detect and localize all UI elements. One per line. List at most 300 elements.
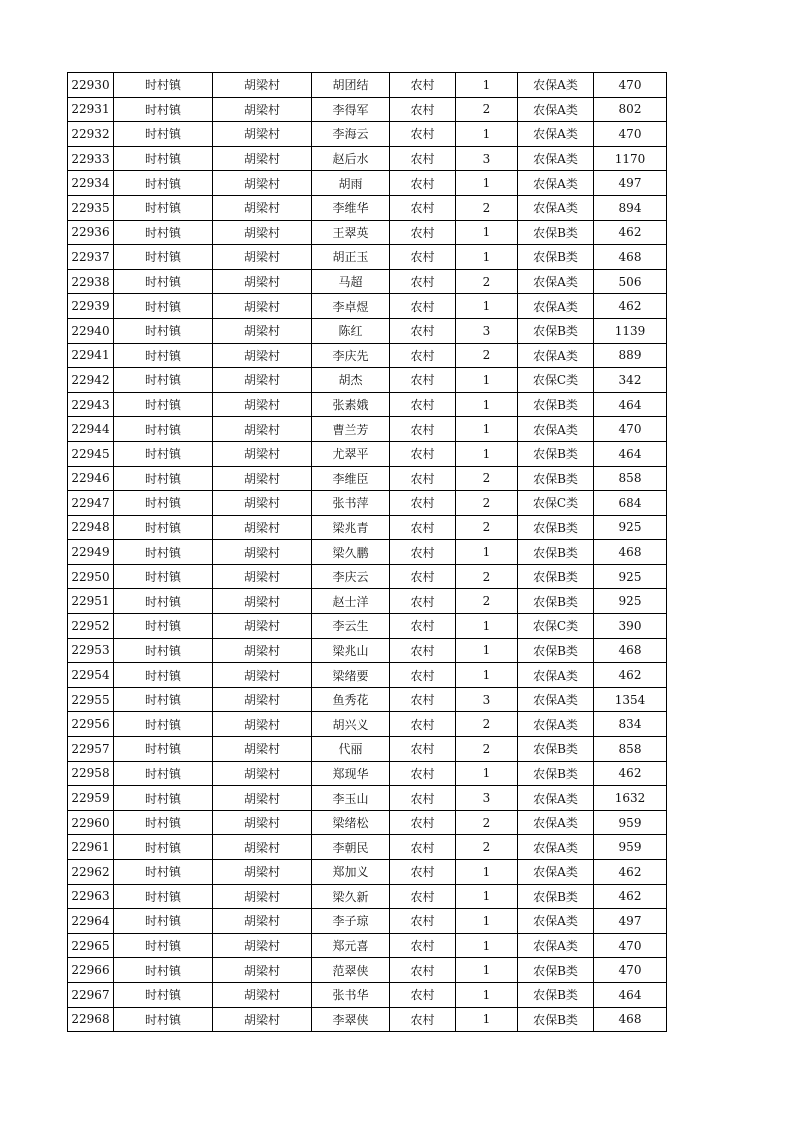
cell-name: 李朝民 (312, 835, 390, 860)
cell-area-type: 农村 (390, 171, 456, 196)
cell-insurance-category: 农保B类 (518, 540, 594, 565)
cell-record-id: 22933 (68, 146, 114, 171)
cell-record-id: 22955 (68, 687, 114, 712)
cell-record-id: 22965 (68, 933, 114, 958)
cell-record-id: 22931 (68, 97, 114, 122)
cell-record-id: 22956 (68, 712, 114, 737)
cell-town: 时村镇 (114, 515, 213, 540)
table-row (68, 958, 667, 983)
cell-amount: 925 (594, 515, 667, 540)
cell-insurance-category: 农保C类 (518, 614, 594, 639)
cell-name: 梁兆山 (312, 638, 390, 663)
cell-household-size: 2 (456, 269, 518, 294)
cell-area-type: 农村 (390, 958, 456, 983)
cell-amount: 470 (594, 417, 667, 442)
cell-village: 胡梁村 (213, 195, 312, 220)
cell-name: 李庆云 (312, 564, 390, 589)
cell-town: 时村镇 (114, 663, 213, 688)
cell-household-size: 1 (456, 614, 518, 639)
cell-village: 胡梁村 (213, 122, 312, 147)
cell-household-size: 1 (456, 417, 518, 442)
cell-amount: 468 (594, 540, 667, 565)
cell-household-size: 1 (456, 441, 518, 466)
table-row (68, 466, 667, 491)
cell-insurance-category: 农保A类 (518, 417, 594, 442)
cell-insurance-category: 农保A类 (518, 810, 594, 835)
cell-town: 时村镇 (114, 638, 213, 663)
cell-area-type: 农村 (390, 318, 456, 343)
cell-name: 李玉山 (312, 786, 390, 811)
cell-town: 时村镇 (114, 466, 213, 491)
cell-record-id: 22930 (68, 73, 114, 98)
table-row (68, 122, 667, 147)
cell-record-id: 22945 (68, 441, 114, 466)
cell-village: 胡梁村 (213, 687, 312, 712)
cell-record-id: 22959 (68, 786, 114, 811)
cell-village: 胡梁村 (213, 343, 312, 368)
cell-amount: 462 (594, 884, 667, 909)
cell-town: 时村镇 (114, 491, 213, 516)
cell-insurance-category: 农保A类 (518, 195, 594, 220)
cell-name: 李海云 (312, 122, 390, 147)
cell-area-type: 农村 (390, 884, 456, 909)
cell-town: 时村镇 (114, 589, 213, 614)
cell-record-id: 22951 (68, 589, 114, 614)
cell-amount: 464 (594, 441, 667, 466)
cell-town: 时村镇 (114, 368, 213, 393)
cell-village: 胡梁村 (213, 638, 312, 663)
cell-insurance-category: 农保A类 (518, 73, 594, 98)
cell-household-size: 1 (456, 220, 518, 245)
cell-village: 胡梁村 (213, 368, 312, 393)
cell-household-size: 2 (456, 343, 518, 368)
records-table (67, 72, 667, 1032)
cell-insurance-category: 农保A类 (518, 933, 594, 958)
cell-name: 张书萍 (312, 491, 390, 516)
table-row (68, 269, 667, 294)
cell-household-size: 2 (456, 589, 518, 614)
cell-area-type: 农村 (390, 146, 456, 171)
cell-village: 胡梁村 (213, 515, 312, 540)
table-row (68, 663, 667, 688)
cell-village: 胡梁村 (213, 540, 312, 565)
cell-town: 时村镇 (114, 73, 213, 98)
cell-name: 李庆先 (312, 343, 390, 368)
cell-household-size: 1 (456, 245, 518, 270)
cell-village: 胡梁村 (213, 417, 312, 442)
cell-insurance-category: 农保A类 (518, 146, 594, 171)
cell-insurance-category: 农保B类 (518, 1007, 594, 1032)
cell-village: 胡梁村 (213, 564, 312, 589)
cell-area-type: 农村 (390, 564, 456, 589)
cell-town: 时村镇 (114, 909, 213, 934)
cell-amount: 470 (594, 73, 667, 98)
cell-insurance-category: 农保B类 (518, 564, 594, 589)
cell-household-size: 1 (456, 540, 518, 565)
cell-record-id: 22936 (68, 220, 114, 245)
cell-area-type: 农村 (390, 638, 456, 663)
table-row (68, 884, 667, 909)
cell-household-size: 1 (456, 638, 518, 663)
cell-town: 时村镇 (114, 171, 213, 196)
cell-record-id: 22966 (68, 958, 114, 983)
cell-household-size: 3 (456, 318, 518, 343)
cell-area-type: 农村 (390, 466, 456, 491)
cell-record-id: 22952 (68, 614, 114, 639)
cell-town: 时村镇 (114, 564, 213, 589)
cell-area-type: 农村 (390, 417, 456, 442)
cell-insurance-category: 农保A类 (518, 687, 594, 712)
cell-town: 时村镇 (114, 97, 213, 122)
cell-insurance-category: 农保B类 (518, 737, 594, 762)
cell-amount: 470 (594, 122, 667, 147)
cell-amount: 464 (594, 982, 667, 1007)
table-row (68, 589, 667, 614)
table-row (68, 441, 667, 466)
cell-area-type: 农村 (390, 122, 456, 147)
cell-record-id: 22962 (68, 860, 114, 885)
cell-village: 胡梁村 (213, 761, 312, 786)
cell-insurance-category: 农保A类 (518, 860, 594, 885)
cell-town: 时村镇 (114, 122, 213, 147)
cell-village: 胡梁村 (213, 220, 312, 245)
cell-area-type: 农村 (390, 786, 456, 811)
cell-amount: 342 (594, 368, 667, 393)
cell-insurance-category: 农保A类 (518, 171, 594, 196)
cell-record-id: 22964 (68, 909, 114, 934)
cell-town: 时村镇 (114, 958, 213, 983)
cell-record-id: 22944 (68, 417, 114, 442)
cell-record-id: 22968 (68, 1007, 114, 1032)
cell-insurance-category: 农保A类 (518, 786, 594, 811)
cell-village: 胡梁村 (213, 958, 312, 983)
cell-name: 梁绪要 (312, 663, 390, 688)
cell-insurance-category: 农保C类 (518, 368, 594, 393)
table-row (68, 638, 667, 663)
cell-village: 胡梁村 (213, 245, 312, 270)
cell-village: 胡梁村 (213, 860, 312, 885)
cell-amount: 462 (594, 294, 667, 319)
cell-village: 胡梁村 (213, 933, 312, 958)
cell-insurance-category: 农保A类 (518, 712, 594, 737)
cell-name: 李维华 (312, 195, 390, 220)
cell-amount: 894 (594, 195, 667, 220)
cell-name: 郑现华 (312, 761, 390, 786)
cell-village: 胡梁村 (213, 589, 312, 614)
cell-area-type: 农村 (390, 294, 456, 319)
cell-amount: 470 (594, 958, 667, 983)
cell-amount: 390 (594, 614, 667, 639)
cell-town: 时村镇 (114, 195, 213, 220)
cell-area-type: 农村 (390, 1007, 456, 1032)
cell-village: 胡梁村 (213, 392, 312, 417)
cell-village: 胡梁村 (213, 663, 312, 688)
cell-insurance-category: 农保B类 (518, 589, 594, 614)
cell-name: 张书华 (312, 982, 390, 1007)
cell-record-id: 22953 (68, 638, 114, 663)
cell-town: 时村镇 (114, 1007, 213, 1032)
cell-name: 郑元喜 (312, 933, 390, 958)
cell-insurance-category: 农保B类 (518, 958, 594, 983)
table-row (68, 737, 667, 762)
cell-name: 代丽 (312, 737, 390, 762)
cell-insurance-category: 农保A类 (518, 835, 594, 860)
cell-name: 胡杰 (312, 368, 390, 393)
cell-amount: 464 (594, 392, 667, 417)
table-row (68, 392, 667, 417)
cell-town: 时村镇 (114, 810, 213, 835)
cell-name: 梁绪松 (312, 810, 390, 835)
table-row (68, 614, 667, 639)
cell-household-size: 3 (456, 786, 518, 811)
cell-household-size: 1 (456, 860, 518, 885)
table-row (68, 761, 667, 786)
cell-area-type: 农村 (390, 392, 456, 417)
cell-name: 李卓煜 (312, 294, 390, 319)
cell-record-id: 22957 (68, 737, 114, 762)
cell-name: 胡团结 (312, 73, 390, 98)
table-row (68, 909, 667, 934)
cell-name: 马超 (312, 269, 390, 294)
cell-record-id: 22935 (68, 195, 114, 220)
cell-household-size: 1 (456, 933, 518, 958)
table-row (68, 73, 667, 98)
cell-town: 时村镇 (114, 835, 213, 860)
cell-village: 胡梁村 (213, 614, 312, 639)
cell-record-id: 22967 (68, 982, 114, 1007)
cell-village: 胡梁村 (213, 146, 312, 171)
cell-village: 胡梁村 (213, 269, 312, 294)
cell-insurance-category: 农保B类 (518, 245, 594, 270)
cell-village: 胡梁村 (213, 835, 312, 860)
cell-record-id: 22942 (68, 368, 114, 393)
cell-town: 时村镇 (114, 220, 213, 245)
cell-name: 胡正玉 (312, 245, 390, 270)
cell-name: 梁久鹏 (312, 540, 390, 565)
cell-area-type: 农村 (390, 933, 456, 958)
cell-name: 张素娥 (312, 392, 390, 417)
cell-area-type: 农村 (390, 195, 456, 220)
cell-amount: 462 (594, 663, 667, 688)
cell-household-size: 2 (456, 466, 518, 491)
cell-village: 胡梁村 (213, 884, 312, 909)
cell-record-id: 22940 (68, 318, 114, 343)
cell-household-size: 3 (456, 146, 518, 171)
table-row (68, 515, 667, 540)
cell-amount: 834 (594, 712, 667, 737)
cell-household-size: 2 (456, 195, 518, 220)
cell-name: 范翠侠 (312, 958, 390, 983)
table-row (68, 491, 667, 516)
cell-insurance-category: 农保A类 (518, 663, 594, 688)
cell-household-size: 1 (456, 122, 518, 147)
cell-village: 胡梁村 (213, 294, 312, 319)
table-row (68, 245, 667, 270)
table-row (68, 97, 667, 122)
cell-area-type: 农村 (390, 712, 456, 737)
cell-town: 时村镇 (114, 540, 213, 565)
cell-record-id: 22941 (68, 343, 114, 368)
cell-town: 时村镇 (114, 392, 213, 417)
table-row (68, 368, 667, 393)
cell-insurance-category: 农保B类 (518, 220, 594, 245)
cell-insurance-category: 农保B类 (518, 515, 594, 540)
cell-insurance-category: 农保A类 (518, 294, 594, 319)
cell-town: 时村镇 (114, 614, 213, 639)
cell-village: 胡梁村 (213, 982, 312, 1007)
cell-amount: 506 (594, 269, 667, 294)
cell-amount: 462 (594, 220, 667, 245)
cell-town: 时村镇 (114, 146, 213, 171)
cell-insurance-category: 农保B类 (518, 466, 594, 491)
table-row (68, 860, 667, 885)
cell-area-type: 农村 (390, 515, 456, 540)
cell-village: 胡梁村 (213, 1007, 312, 1032)
cell-town: 时村镇 (114, 737, 213, 762)
cell-record-id: 22939 (68, 294, 114, 319)
cell-town: 时村镇 (114, 687, 213, 712)
cell-amount: 1354 (594, 687, 667, 712)
cell-village: 胡梁村 (213, 909, 312, 934)
cell-amount: 925 (594, 564, 667, 589)
cell-area-type: 农村 (390, 687, 456, 712)
table-row (68, 564, 667, 589)
cell-household-size: 1 (456, 958, 518, 983)
cell-amount: 1139 (594, 318, 667, 343)
cell-amount: 925 (594, 589, 667, 614)
cell-record-id: 22946 (68, 466, 114, 491)
cell-insurance-category: 农保B类 (518, 318, 594, 343)
cell-insurance-category: 农保A类 (518, 909, 594, 934)
cell-household-size: 1 (456, 294, 518, 319)
cell-record-id: 22961 (68, 835, 114, 860)
cell-area-type: 农村 (390, 343, 456, 368)
cell-household-size: 2 (456, 491, 518, 516)
cell-name: 尤翠平 (312, 441, 390, 466)
cell-record-id: 22950 (68, 564, 114, 589)
cell-area-type: 农村 (390, 810, 456, 835)
cell-area-type: 农村 (390, 909, 456, 934)
cell-record-id: 22947 (68, 491, 114, 516)
cell-area-type: 农村 (390, 491, 456, 516)
cell-household-size: 1 (456, 73, 518, 98)
cell-village: 胡梁村 (213, 810, 312, 835)
cell-area-type: 农村 (390, 835, 456, 860)
cell-record-id: 22960 (68, 810, 114, 835)
cell-town: 时村镇 (114, 417, 213, 442)
cell-town: 时村镇 (114, 860, 213, 885)
cell-area-type: 农村 (390, 761, 456, 786)
cell-name: 赵后水 (312, 146, 390, 171)
cell-village: 胡梁村 (213, 73, 312, 98)
cell-area-type: 农村 (390, 97, 456, 122)
table-row (68, 417, 667, 442)
cell-amount: 462 (594, 761, 667, 786)
cell-area-type: 农村 (390, 245, 456, 270)
cell-area-type: 农村 (390, 368, 456, 393)
cell-name: 李得军 (312, 97, 390, 122)
cell-town: 时村镇 (114, 441, 213, 466)
table-row (68, 982, 667, 1007)
cell-insurance-category: 农保B类 (518, 884, 594, 909)
cell-town: 时村镇 (114, 982, 213, 1007)
cell-town: 时村镇 (114, 712, 213, 737)
cell-record-id: 22934 (68, 171, 114, 196)
cell-town: 时村镇 (114, 884, 213, 909)
cell-household-size: 2 (456, 97, 518, 122)
table-row (68, 195, 667, 220)
cell-name: 陈红 (312, 318, 390, 343)
cell-household-size: 1 (456, 884, 518, 909)
cell-area-type: 农村 (390, 737, 456, 762)
cell-name: 胡兴义 (312, 712, 390, 737)
cell-area-type: 农村 (390, 982, 456, 1007)
cell-village: 胡梁村 (213, 491, 312, 516)
cell-village: 胡梁村 (213, 786, 312, 811)
cell-insurance-category: 农保A类 (518, 269, 594, 294)
cell-village: 胡梁村 (213, 318, 312, 343)
cell-name: 王翠英 (312, 220, 390, 245)
cell-town: 时村镇 (114, 343, 213, 368)
cell-area-type: 农村 (390, 614, 456, 639)
cell-name: 郑加义 (312, 860, 390, 885)
table-row (68, 835, 667, 860)
cell-household-size: 1 (456, 663, 518, 688)
table-row (68, 220, 667, 245)
table-row (68, 933, 667, 958)
cell-name: 李云生 (312, 614, 390, 639)
cell-name: 梁久新 (312, 884, 390, 909)
cell-record-id: 22932 (68, 122, 114, 147)
cell-record-id: 22948 (68, 515, 114, 540)
cell-household-size: 1 (456, 171, 518, 196)
cell-area-type: 农村 (390, 589, 456, 614)
cell-town: 时村镇 (114, 786, 213, 811)
cell-household-size: 1 (456, 1007, 518, 1032)
cell-name: 鱼秀花 (312, 687, 390, 712)
cell-record-id: 22949 (68, 540, 114, 565)
cell-household-size: 2 (456, 515, 518, 540)
cell-household-size: 2 (456, 712, 518, 737)
cell-name: 李翠侠 (312, 1007, 390, 1032)
cell-amount: 858 (594, 737, 667, 762)
table-row (68, 1007, 667, 1032)
cell-amount: 1170 (594, 146, 667, 171)
cell-amount: 1632 (594, 786, 667, 811)
cell-record-id: 22937 (68, 245, 114, 270)
table-row (68, 540, 667, 565)
cell-area-type: 农村 (390, 540, 456, 565)
cell-village: 胡梁村 (213, 466, 312, 491)
cell-town: 时村镇 (114, 933, 213, 958)
cell-insurance-category: 农保B类 (518, 982, 594, 1007)
cell-area-type: 农村 (390, 269, 456, 294)
cell-household-size: 2 (456, 737, 518, 762)
cell-amount: 802 (594, 97, 667, 122)
cell-amount: 959 (594, 835, 667, 860)
cell-name: 梁兆青 (312, 515, 390, 540)
table-row (68, 343, 667, 368)
cell-village: 胡梁村 (213, 712, 312, 737)
cell-amount: 684 (594, 491, 667, 516)
table-row (68, 294, 667, 319)
cell-area-type: 农村 (390, 663, 456, 688)
cell-insurance-category: 农保B类 (518, 761, 594, 786)
cell-area-type: 农村 (390, 441, 456, 466)
cell-name: 李子琼 (312, 909, 390, 934)
records-table-body (68, 73, 667, 1032)
cell-record-id: 22963 (68, 884, 114, 909)
